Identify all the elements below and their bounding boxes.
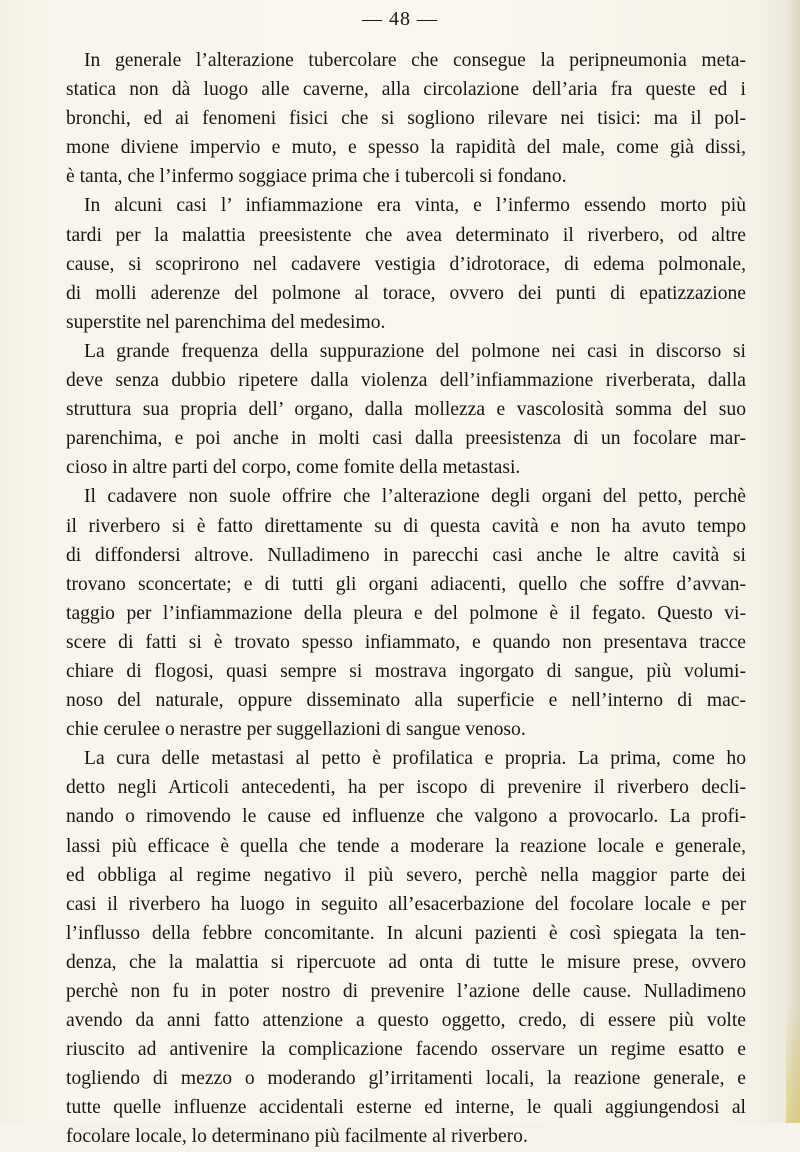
text-line: focolare locale, lo determinano più facilmente al riverbero. (66, 1126, 528, 1148)
text-line: deve senza dubbio ripetere dalla violenza dell’infiammazione riverberata, dalla (66, 370, 746, 392)
text-line: superstite nel parenchima del medesimo. (66, 311, 386, 333)
text-line: In generale l’alterazione tubercolare che consegue la peripneumonia meta- (84, 50, 746, 71)
text-line: perchè non fu in poter nostro di prevenire l’azione delle cause. Nulladimeno (66, 981, 746, 1002)
text-line: avendo da anni fatto attenzione a questo oggetto, credo, di essere più volte (66, 1010, 746, 1032)
text-line: noso del naturale, oppure disseminato alla superficie e nell’interno di mac- (66, 690, 746, 712)
paragraph (66, 191, 746, 336)
text-line: parenchima, e poi anche in molti casi dalla preesistenza di un focolare mar- (66, 428, 746, 450)
page-edge-stain (786, 1003, 800, 1123)
text-line: statica non dà luogo alle caverne, alla circolazione dell’aria fra queste ed i (66, 79, 746, 101)
text-line: scere di fatti si è trovato spesso infiammato, e quando non presentava tracce (66, 631, 746, 653)
text-line: ed obbliga al regime negativo il più severo, perchè nella maggior parte dei (66, 864, 746, 886)
text-line: bronchi, ed ai fenomeni fisici che si sogliono rilevare nei tisici: ma il pol- (66, 108, 746, 130)
text-line: Il cadavere non suole offrire che l’alterazione degli organi del petto, perchè (84, 486, 746, 508)
text-line: detto negli Articoli antecedenti, ha per iscopo di prevenire il riverbero decli- (66, 777, 746, 799)
text-line: La cura delle metastasi al petto è profilatica e propria. La prima, come ho (84, 748, 746, 770)
paragraph (66, 482, 746, 744)
text-line: chie cerulee o nerastre per suggellazioni di sangue venoso. (66, 719, 526, 741)
text-line: cause, si scoprirono nel cadavere vestigia d’idrotorace, di edema polmonale, (66, 253, 746, 275)
text-line: chiare di flogosi, quasi sempre si mostrava ingorgato di sangue, più volumi- (66, 660, 746, 682)
text-line: tutte quelle influenze accidentali esterne ed interne, le quali aggiungendosi al (66, 1097, 746, 1119)
text-line: è tanta, che l’infermo soggiace prima che i tubercoli si fondano. (66, 166, 567, 188)
text-line: riuscito ad antivenire la complicazione facendo osservare un regime esatto e (66, 1039, 746, 1061)
page-edge-shadow (786, 0, 800, 1123)
text-line: cioso in altre parti del corpo, come fomite della metastasi. (66, 457, 521, 479)
text-line: denza, che la malattia si ripercuote ad onta di tutte le misure prese, ovvero (66, 951, 746, 973)
body-text (66, 46, 746, 1152)
text-line: trovano sconcertate; e di tutti gli organi adiacenti, quello che soffre d’avvan- (66, 573, 746, 595)
paragraph (66, 46, 746, 191)
text-line: togliendo di mezzo o moderando gl’irritamenti locali, la reazione generale, e (66, 1068, 746, 1090)
text-line: La grande frequenza della suppurazione del polmone nei casi in discorso si (84, 340, 746, 362)
text-line: mone diviene impervio e muto, e spesso la rapidità del male, come già dissi, (66, 137, 746, 159)
text-line: In alcuni casi l’ infiammazione era vinta, e l’infermo essendo morto più (84, 195, 746, 217)
text-line: l’influsso della febbre concomitante. In alcuni pazienti è così spiegata la ten- (66, 922, 746, 944)
text-line: di diffondersi altrove. Nulladimeno in parecchi casi anche le altre cavità si (66, 544, 746, 566)
text-line: nando o rimovendo le cause ed influenze che valgono a provocarlo. La profi- (66, 806, 746, 828)
text-line: il riverbero si è fatto direttamente su di questa cavità e non ha avuto tempo (66, 515, 746, 537)
text-line: lassi più efficace è quella che tende a moderare la reazione locale e generale, (66, 835, 746, 857)
page-number: — 48 — (362, 8, 438, 30)
text-line: di molli aderenze del polmone al torace, ovvero dei punti di epatizzazione (66, 282, 746, 304)
paragraph (66, 337, 746, 482)
paragraph (66, 744, 746, 1151)
text-line: casi il riverbero ha luogo in seguito all’esacerbazione del focolare locale e per (66, 893, 746, 915)
text-line: taggio per l’infiammazione della pleura e del polmone è il fegato. Questo vi- (66, 602, 746, 624)
text-line: tardi per la malattia preesistente che avea determinato il riverbero, od altre (66, 224, 746, 246)
text-line: struttura sua propria dell’ organo, dalla mollezza e vascolosità somma del suo (66, 399, 746, 421)
